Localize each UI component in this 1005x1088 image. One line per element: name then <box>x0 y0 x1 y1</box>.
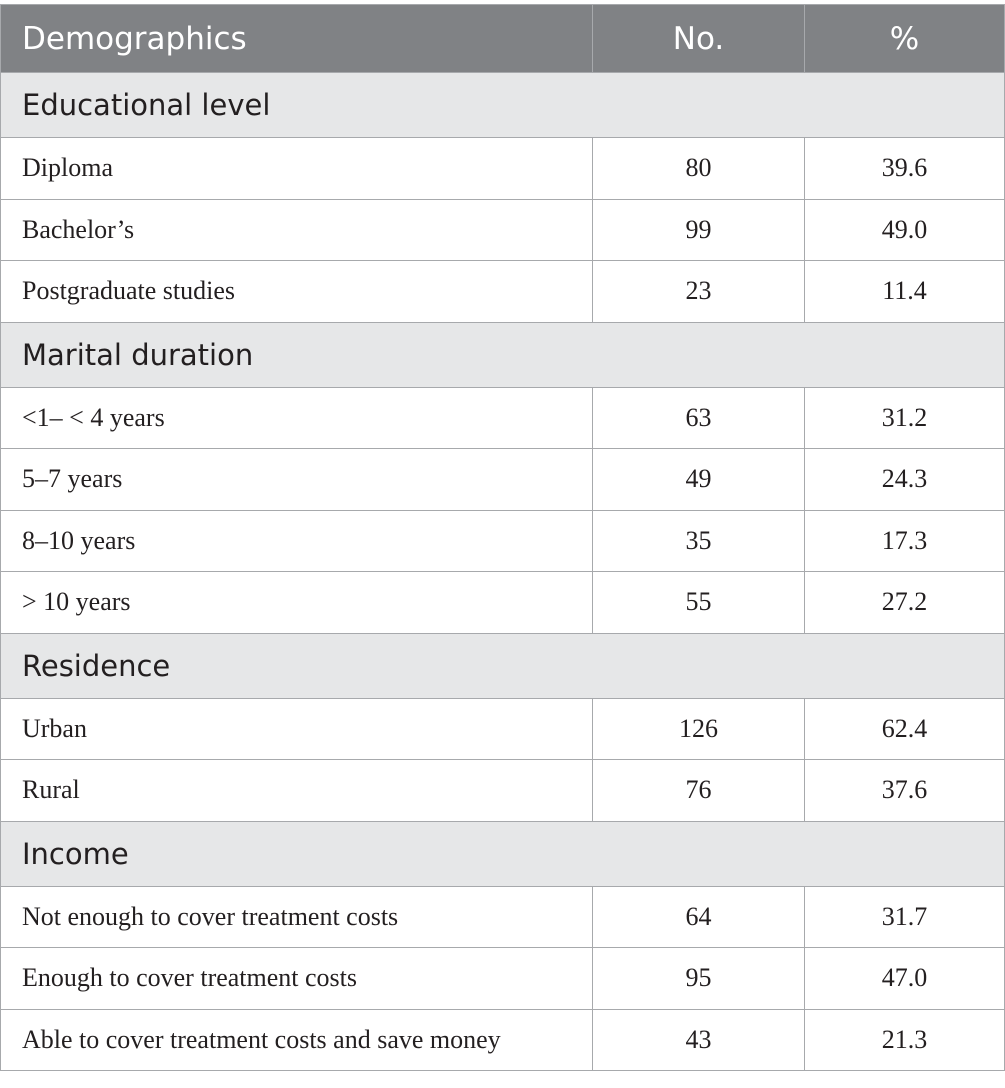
table-row <box>1 698 1005 760</box>
row-label: Rural <box>1 760 593 822</box>
row-label: Not enough to cover treatment costs <box>1 886 593 948</box>
row-count: 63 <box>593 387 805 449</box>
row-count: 80 <box>593 138 805 200</box>
row-label: <1– < 4 years <box>1 387 593 449</box>
row-percent: 11.4 <box>805 261 1005 323</box>
row-label: Diploma <box>1 138 593 200</box>
row-count: 95 <box>593 948 805 1010</box>
table-row <box>1 449 1005 511</box>
row-label: Enough to cover treatment costs <box>1 948 593 1010</box>
row-label: 8–10 years <box>1 510 593 572</box>
row-percent: 39.6 <box>805 138 1005 200</box>
row-count: 23 <box>593 261 805 323</box>
row-count: 64 <box>593 886 805 948</box>
header-row <box>1 5 1005 73</box>
row-count: 76 <box>593 760 805 822</box>
column-header-demographics: Demographics <box>1 5 593 73</box>
row-count: 99 <box>593 199 805 261</box>
row-percent: 31.7 <box>805 886 1005 948</box>
row-label: Bachelor’s <box>1 199 593 261</box>
row-percent: 27.2 <box>805 572 1005 634</box>
row-percent: 17.3 <box>805 510 1005 572</box>
row-percent: 62.4 <box>805 698 1005 760</box>
section-row-educational-level <box>1 73 1005 138</box>
section-title: Residence <box>1 633 1005 698</box>
row-percent: 24.3 <box>805 449 1005 511</box>
row-count: 55 <box>593 572 805 634</box>
section-title: Marital duration <box>1 322 1005 387</box>
row-percent: 37.6 <box>805 760 1005 822</box>
table-row <box>1 199 1005 261</box>
table-row <box>1 948 1005 1010</box>
row-count: 49 <box>593 449 805 511</box>
table-row <box>1 760 1005 822</box>
row-label: Urban <box>1 698 593 760</box>
row-label: Postgraduate studies <box>1 261 593 323</box>
row-label: > 10 years <box>1 572 593 634</box>
row-percent: 49.0 <box>805 199 1005 261</box>
row-count: 43 <box>593 1009 805 1071</box>
row-label: 5–7 years <box>1 449 593 511</box>
section-row-residence <box>1 633 1005 698</box>
row-count: 126 <box>593 698 805 760</box>
table-row <box>1 261 1005 323</box>
section-row-marital-duration <box>1 322 1005 387</box>
table-row <box>1 387 1005 449</box>
table-row <box>1 886 1005 948</box>
column-header-percent: % <box>805 5 1005 73</box>
section-title: Income <box>1 821 1005 886</box>
table-row <box>1 572 1005 634</box>
column-header-number: No. <box>593 5 805 73</box>
table-row <box>1 138 1005 200</box>
row-label: Able to cover treatment costs and save money <box>1 1009 593 1071</box>
section-row-income <box>1 821 1005 886</box>
demographics-table <box>0 4 1005 1071</box>
section-title: Educational level <box>1 73 1005 138</box>
row-percent: 21.3 <box>805 1009 1005 1071</box>
table-row <box>1 510 1005 572</box>
table-row <box>1 1009 1005 1071</box>
row-percent: 47.0 <box>805 948 1005 1010</box>
row-percent: 31.2 <box>805 387 1005 449</box>
row-count: 35 <box>593 510 805 572</box>
